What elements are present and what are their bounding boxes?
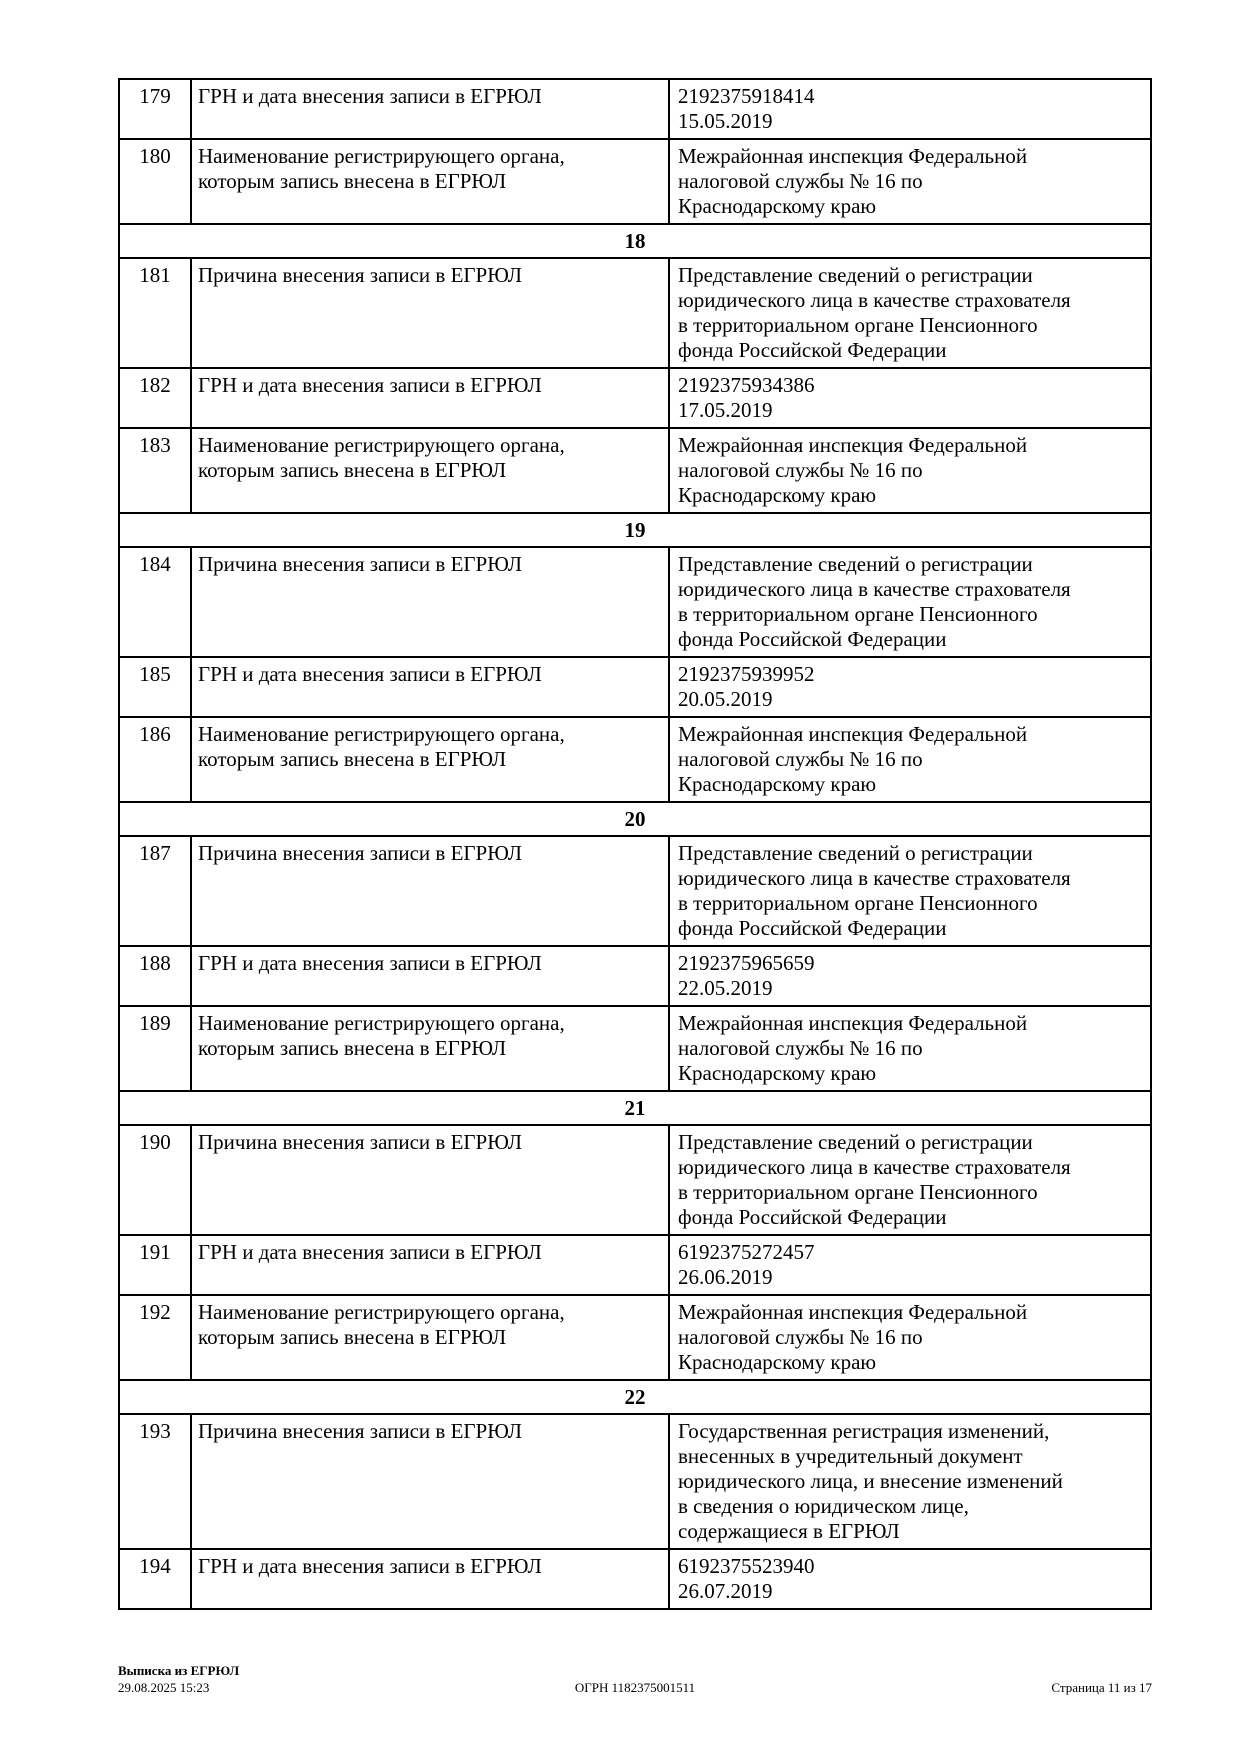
section-number: 21 [624,1095,646,1120]
value-line: внесенных в учредительный документ [678,1444,1023,1468]
row-number-cell: 181 [120,259,192,367]
table-row [120,427,1150,512]
row-value-cell [670,1550,1150,1608]
row-label-cell [192,1550,670,1608]
value-line: Межрайонная инспекция Федеральной [678,722,1028,746]
value-line: 26.07.2019 [678,1579,773,1603]
section-header-row [120,801,1150,835]
value-line: Представление сведений о регистрации [678,841,1033,865]
value-line: 6192375523940 [678,1554,815,1578]
label-line: которым запись внесена в ЕГРЮЛ [198,169,507,193]
row-value-cell [670,947,1150,1005]
value-line: Краснодарскому краю [678,1350,877,1374]
row-value-cell [670,1007,1150,1090]
label-line: Наименование регистрирующего органа, [198,1011,565,1035]
footer-page-number: Страница 11 из 17 [1051,1680,1153,1695]
section-header-row [120,1379,1150,1413]
value-line: 20.05.2019 [678,687,773,711]
table-row [120,138,1150,223]
row-number-cell: 186 [120,718,192,801]
row-value-cell [670,259,1150,367]
value-line: Межрайонная инспекция Федеральной [678,433,1028,457]
value-line: содержащиеся в ЕГРЮЛ [678,1519,900,1543]
value-line: Краснодарскому краю [678,194,877,218]
value-line: юридического лица в качестве страхователя [678,288,1071,312]
label-line: Причина внесения записи в ЕГРЮЛ [198,263,523,287]
row-value-cell [670,429,1150,512]
value-line: фонда Российской Федерации [678,916,947,940]
row-label-cell [192,1296,670,1379]
value-line: фонда Российской Федерации [678,1205,947,1229]
row-value-cell [670,837,1150,945]
value-line: 2192375918414 [678,84,815,108]
row-label-cell [192,658,670,716]
footer-ogrn: ОГРН 1182375001511 [574,1680,696,1695]
section-number: 20 [624,806,646,831]
label-line: Наименование регистрирующего органа, [198,1300,565,1324]
table-row [120,257,1150,367]
row-label-cell [192,837,670,945]
table-row [120,367,1150,427]
label-line: которым запись внесена в ЕГРЮЛ [198,747,507,771]
footer-datetime: 29.08.2025 15:23 [118,1680,210,1695]
row-value-cell [670,140,1150,223]
label-line: которым запись внесена в ЕГРЮЛ [198,1325,507,1349]
value-line: в территориальном органе Пенсионного [678,602,1038,626]
value-line: Государственная регистрация изменений, [678,1419,1050,1443]
table-row [120,835,1150,945]
row-number-cell: 189 [120,1007,192,1090]
row-value-cell [670,80,1150,138]
section-number: 22 [624,1384,646,1409]
value-line: Представление сведений о регистрации [678,552,1033,576]
section-header-row [120,223,1150,257]
table-row [120,656,1150,716]
section-number: 18 [624,228,646,253]
row-value-cell [670,658,1150,716]
footer-doc-name: Выписка из ЕГРЮЛ [118,1663,240,1678]
table-row [120,945,1150,1005]
section-header-row [120,1090,1150,1124]
value-line: налоговой службы № 16 по [678,747,923,771]
row-label-cell [192,718,670,801]
value-line: 26.06.2019 [678,1265,773,1289]
page-footer [118,1662,1152,1696]
table-row [120,1294,1150,1379]
value-line: в территориальном органе Пенсионного [678,1180,1038,1204]
row-number-cell: 184 [120,548,192,656]
value-line: юридического лица в качестве страхователя [678,1155,1071,1179]
row-number-cell: 182 [120,369,192,427]
row-number-cell: 190 [120,1126,192,1234]
table-row [120,1124,1150,1234]
row-label-cell [192,1236,670,1294]
row-number-cell: 192 [120,1296,192,1379]
label-line: Наименование регистрирующего органа, [198,722,565,746]
row-number-cell: 187 [120,837,192,945]
table-row [120,1548,1150,1608]
value-line: в сведения о юридическом лице, [678,1494,969,1518]
value-line: фонда Российской Федерации [678,338,947,362]
row-label-cell [192,369,670,427]
label-line: которым запись внесена в ЕГРЮЛ [198,458,507,482]
row-number-cell: 183 [120,429,192,512]
value-line: в территориальном органе Пенсионного [678,313,1038,337]
row-label-cell [192,548,670,656]
row-label-cell [192,429,670,512]
row-number-cell: 193 [120,1415,192,1548]
value-line: юридического лица в качестве страхователя [678,866,1071,890]
value-line: налоговой службы № 16 по [678,169,923,193]
section-number: 19 [624,517,646,542]
footer-left-block [118,1662,463,1696]
value-line: 15.05.2019 [678,109,773,133]
value-line: Представление сведений о регистрации [678,263,1033,287]
value-line: Краснодарскому краю [678,1061,877,1085]
row-number-cell: 194 [120,1550,192,1608]
value-line: Краснодарскому краю [678,772,877,796]
value-line: налоговой службы № 16 по [678,458,923,482]
row-value-cell [670,718,1150,801]
value-line: Представление сведений о регистрации [678,1130,1033,1154]
row-label-cell [192,140,670,223]
label-line: Причина внесения записи в ЕГРЮЛ [198,841,523,865]
row-number-cell: 185 [120,658,192,716]
row-value-cell [670,1236,1150,1294]
row-value-cell [670,1296,1150,1379]
label-line: ГРН и дата внесения записи в ЕГРЮЛ [198,84,542,108]
value-line: налоговой службы № 16 по [678,1325,923,1349]
row-label-cell [192,259,670,367]
label-line: которым запись внесена в ЕГРЮЛ [198,1036,507,1060]
section-header-row [120,512,1150,546]
table-row [120,1413,1150,1548]
value-line: Межрайонная инспекция Федеральной [678,1011,1028,1035]
value-line: налоговой службы № 16 по [678,1036,923,1060]
table-row [120,1005,1150,1090]
label-line: ГРН и дата внесения записи в ЕГРЮЛ [198,1554,542,1578]
value-line: 22.05.2019 [678,976,773,1000]
value-line: фонда Российской Федерации [678,627,947,651]
label-line: Наименование регистрирующего органа, [198,433,565,457]
value-line: юридического лица в качестве страхователя [678,577,1071,601]
row-label-cell [192,80,670,138]
row-value-cell [670,1126,1150,1234]
label-line: Наименование регистрирующего органа, [198,144,565,168]
value-line: Межрайонная инспекция Федеральной [678,144,1028,168]
row-value-cell [670,1415,1150,1548]
row-number-cell: 179 [120,80,192,138]
label-line: ГРН и дата внесения записи в ЕГРЮЛ [198,662,542,686]
label-line: ГРН и дата внесения записи в ЕГРЮЛ [198,951,542,975]
egrul-table [118,78,1152,1610]
row-number-cell: 188 [120,947,192,1005]
value-line: 17.05.2019 [678,398,773,422]
label-line: ГРН и дата внесения записи в ЕГРЮЛ [198,373,542,397]
row-number-cell: 180 [120,140,192,223]
table-row [120,546,1150,656]
value-line: Межрайонная инспекция Федеральной [678,1300,1028,1324]
value-line: в территориальном органе Пенсионного [678,891,1038,915]
row-value-cell [670,548,1150,656]
label-line: Причина внесения записи в ЕГРЮЛ [198,1130,523,1154]
value-line: Краснодарскому краю [678,483,877,507]
label-line: ГРН и дата внесения записи в ЕГРЮЛ [198,1240,542,1264]
table-row [120,80,1150,138]
row-value-cell [670,369,1150,427]
row-label-cell [192,1007,670,1090]
row-number-cell: 191 [120,1236,192,1294]
table-row [120,1234,1150,1294]
row-label-cell [192,1415,670,1548]
value-line: 2192375934386 [678,373,815,397]
table-row [120,716,1150,801]
label-line: Причина внесения записи в ЕГРЮЛ [198,1419,523,1443]
value-line: 2192375965659 [678,951,815,975]
label-line: Причина внесения записи в ЕГРЮЛ [198,552,523,576]
value-line: 6192375272457 [678,1240,815,1264]
value-line: юридического лица, и внесение изменений [678,1469,1063,1493]
value-line: 2192375939952 [678,662,815,686]
row-label-cell [192,1126,670,1234]
row-label-cell [192,947,670,1005]
